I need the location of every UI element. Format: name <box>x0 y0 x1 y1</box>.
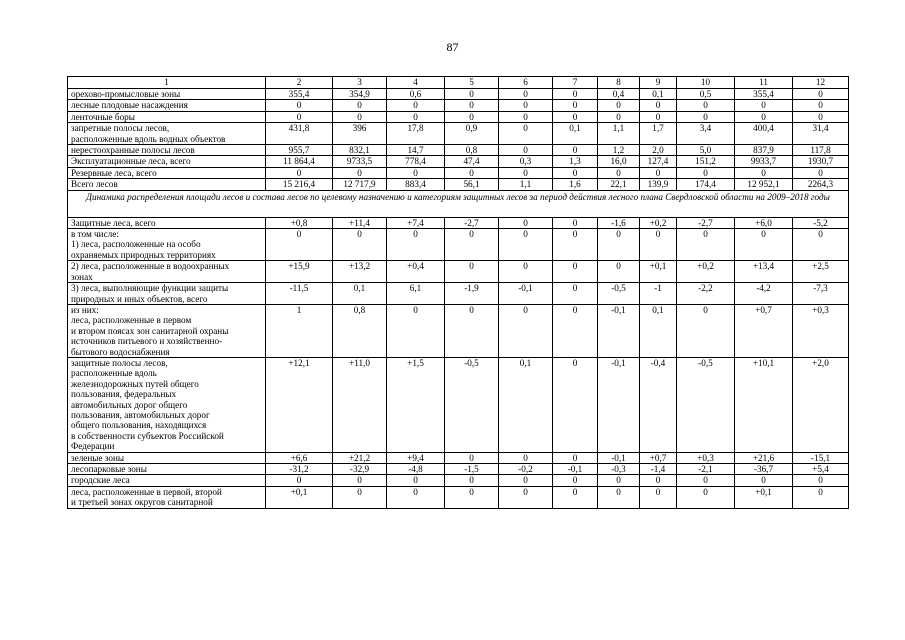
value-cell: 1930,7 <box>793 156 849 167</box>
value-cell: 0,8 <box>333 304 387 357</box>
value-cell: 0 <box>445 475 499 486</box>
value-cell: -36,7 <box>735 464 793 475</box>
value-cell: 12 952,1 <box>735 179 793 190</box>
value-cell: 0 <box>499 100 553 111</box>
value-cell: 355,4 <box>266 89 333 100</box>
column-number-cell: 12 <box>793 77 849 89</box>
value-cell: -7,3 <box>793 283 849 305</box>
value-cell: 0 <box>640 100 677 111</box>
value-cell: 0,1 <box>640 89 677 100</box>
value-cell: 0 <box>445 111 499 122</box>
value-cell: 0 <box>333 111 387 122</box>
table-row <box>68 145 849 156</box>
value-cell: 400,4 <box>735 123 793 145</box>
value-cell: 0 <box>793 475 849 486</box>
table-row <box>68 229 849 261</box>
value-cell: +2,0 <box>793 357 849 452</box>
value-cell: 396 <box>333 123 387 145</box>
value-cell: 354,9 <box>333 89 387 100</box>
value-cell: 431,8 <box>266 123 333 145</box>
value-cell: 0 <box>553 229 598 261</box>
value-cell: +13,2 <box>333 261 387 283</box>
table-row <box>68 475 849 486</box>
row-label: из них: леса, расположенные в первом и втором поясах зон санитарной охраны источников питьевого и хозяйственно- бытового водоснабжения <box>68 304 266 357</box>
value-cell: 0 <box>266 475 333 486</box>
value-cell: -32,9 <box>333 464 387 475</box>
value-cell: +21,2 <box>333 452 387 463</box>
value-cell: 0 <box>553 261 598 283</box>
value-cell: 0 <box>598 261 640 283</box>
value-cell: 0 <box>640 229 677 261</box>
value-cell: 0 <box>553 486 598 508</box>
value-cell: 22,1 <box>598 179 640 190</box>
value-cell: 0 <box>387 167 445 178</box>
value-cell: -11,5 <box>266 283 333 305</box>
value-cell: 0 <box>499 111 553 122</box>
value-cell: 0 <box>598 167 640 178</box>
value-cell: 151,2 <box>677 156 735 167</box>
value-cell: 1,1 <box>499 179 553 190</box>
value-cell: 0 <box>793 100 849 111</box>
value-cell: 0 <box>499 89 553 100</box>
section-title-row <box>68 190 849 217</box>
value-cell: 0 <box>553 167 598 178</box>
value-cell: +5,4 <box>793 464 849 475</box>
table-row <box>68 179 849 190</box>
value-cell: 883,4 <box>387 179 445 190</box>
value-cell: 0 <box>445 304 499 357</box>
value-cell: -0,1 <box>598 357 640 452</box>
value-cell: 0 <box>499 261 553 283</box>
table-header-row <box>68 77 849 89</box>
row-label: нерестоохранные полосы лесов <box>68 145 266 156</box>
value-cell: -0,1 <box>598 304 640 357</box>
value-cell: 0 <box>499 167 553 178</box>
value-cell: -4,2 <box>735 283 793 305</box>
value-cell: -1,9 <box>445 283 499 305</box>
value-cell: 0 <box>640 167 677 178</box>
value-cell: 12 717,9 <box>333 179 387 190</box>
row-label: защитные полосы лесов, расположенные вдоль железнодорожных путей общего пользования, федеральных автомобильных дорог общего пользования, автомобильных дорог общего пользования, находящихся в собственности субъектов Российской Федерации <box>68 357 266 452</box>
column-number-cell: 4 <box>387 77 445 89</box>
table-row <box>68 261 849 283</box>
value-cell: -0,1 <box>598 452 640 463</box>
row-label: городские леса <box>68 475 266 486</box>
value-cell: 0,3 <box>499 156 553 167</box>
value-cell: 0 <box>553 217 598 228</box>
value-cell: 0 <box>553 452 598 463</box>
value-cell: 0,4 <box>598 89 640 100</box>
row-label: Всего лесов <box>68 179 266 190</box>
value-cell: 0 <box>793 486 849 508</box>
value-cell: 0 <box>677 229 735 261</box>
value-cell: +0,4 <box>387 261 445 283</box>
value-cell: +0,2 <box>677 261 735 283</box>
value-cell: +7,4 <box>387 217 445 228</box>
value-cell: -15,1 <box>793 452 849 463</box>
column-number-cell: 2 <box>266 77 333 89</box>
row-label: 3) леса, выполняющие функции защиты природных и иных объектов, всего <box>68 283 266 305</box>
value-cell: 0 <box>445 167 499 178</box>
row-label: Защитные леса, всего <box>68 217 266 228</box>
value-cell: +0,8 <box>266 217 333 228</box>
value-cell: 5,0 <box>677 145 735 156</box>
value-cell: 0 <box>553 283 598 305</box>
value-cell: 0 <box>553 475 598 486</box>
value-cell: +0,1 <box>640 261 677 283</box>
value-cell: 955,7 <box>266 145 333 156</box>
table-row <box>68 357 849 452</box>
value-cell: 0 <box>640 475 677 486</box>
value-cell: 0 <box>735 229 793 261</box>
value-cell: 0 <box>553 100 598 111</box>
value-cell: 0 <box>387 111 445 122</box>
value-cell: 0 <box>333 475 387 486</box>
value-cell: -0,4 <box>640 357 677 452</box>
value-cell: 0,1 <box>499 357 553 452</box>
value-cell: 0 <box>445 229 499 261</box>
value-cell: -1,6 <box>598 217 640 228</box>
value-cell: +12,1 <box>266 357 333 452</box>
value-cell: 0 <box>677 100 735 111</box>
value-cell: 0 <box>445 89 499 100</box>
value-cell: 31,4 <box>793 123 849 145</box>
value-cell: 117,8 <box>793 145 849 156</box>
value-cell: 0 <box>333 167 387 178</box>
value-cell: 56,1 <box>445 179 499 190</box>
table-row <box>68 156 849 167</box>
value-cell: 0 <box>333 100 387 111</box>
value-cell: 16,0 <box>598 156 640 167</box>
row-label: орехово-промысловые зоны <box>68 89 266 100</box>
value-cell: 0 <box>677 475 735 486</box>
table-row <box>68 111 849 122</box>
value-cell: -1,5 <box>445 464 499 475</box>
row-label: Эксплуатационные леса, всего <box>68 156 266 167</box>
value-cell: +1,5 <box>387 357 445 452</box>
value-cell: 0 <box>499 475 553 486</box>
column-number-cell: 11 <box>735 77 793 89</box>
value-cell: -31,2 <box>266 464 333 475</box>
value-cell: 15 216,4 <box>266 179 333 190</box>
table-row <box>68 464 849 475</box>
value-cell: 0 <box>735 167 793 178</box>
value-cell: +0,3 <box>793 304 849 357</box>
value-cell: -5,2 <box>793 217 849 228</box>
section-title: Динамика распределения площади лесов и состава лесов по целевому назначению и категориям защитных лесов за период действия лесного плана Свердловской области на 2009–2018 годы <box>68 190 849 217</box>
value-cell: 0,1 <box>640 304 677 357</box>
value-cell: -1 <box>640 283 677 305</box>
row-label: леса, расположенные в первой, второй и третьей зонах округов санитарной <box>68 486 266 508</box>
value-cell: 0 <box>793 167 849 178</box>
column-number-cell: 5 <box>445 77 499 89</box>
row-label: 2) леса, расположенные в водоохранных зонах <box>68 261 266 283</box>
value-cell: 0,6 <box>387 89 445 100</box>
value-cell: 0 <box>387 100 445 111</box>
row-label: ленточные боры <box>68 111 266 122</box>
value-cell: 0 <box>499 452 553 463</box>
value-cell: 3,4 <box>677 123 735 145</box>
value-cell: 139,9 <box>640 179 677 190</box>
value-cell: +0,2 <box>640 217 677 228</box>
forest-area-table <box>67 76 849 509</box>
value-cell: -0,5 <box>677 357 735 452</box>
value-cell: +6,6 <box>266 452 333 463</box>
table-row <box>68 452 849 463</box>
value-cell: 0 <box>266 111 333 122</box>
value-cell: 0 <box>735 475 793 486</box>
value-cell: 0,9 <box>445 123 499 145</box>
column-number-cell: 7 <box>553 77 598 89</box>
value-cell: 1 <box>266 304 333 357</box>
value-cell: 0 <box>387 304 445 357</box>
value-cell: -2,1 <box>677 464 735 475</box>
value-cell: +9,4 <box>387 452 445 463</box>
value-cell: -4,8 <box>387 464 445 475</box>
value-cell: +0,1 <box>266 486 333 508</box>
value-cell: 0,8 <box>445 145 499 156</box>
value-cell: -0,1 <box>499 283 553 305</box>
value-cell: 0 <box>333 486 387 508</box>
value-cell: 11 864,4 <box>266 156 333 167</box>
column-number-cell: 8 <box>598 77 640 89</box>
value-cell: 0 <box>553 145 598 156</box>
column-number-cell: 10 <box>677 77 735 89</box>
value-cell: 1,6 <box>553 179 598 190</box>
value-cell: 0 <box>553 89 598 100</box>
value-cell: +13,4 <box>735 261 793 283</box>
value-cell: 1,7 <box>640 123 677 145</box>
value-cell: 0 <box>735 111 793 122</box>
value-cell: 0 <box>387 475 445 486</box>
page-number: 87 <box>446 40 459 54</box>
value-cell: -2,7 <box>445 217 499 228</box>
value-cell: 0 <box>735 100 793 111</box>
column-number-cell: 6 <box>499 77 553 89</box>
value-cell: 837,9 <box>735 145 793 156</box>
value-cell: 6,1 <box>387 283 445 305</box>
value-cell: 0 <box>333 229 387 261</box>
value-cell: +21,6 <box>735 452 793 463</box>
column-number-cell: 1 <box>68 77 266 89</box>
value-cell: +15,9 <box>266 261 333 283</box>
table-row <box>68 89 849 100</box>
value-cell: 1,2 <box>598 145 640 156</box>
table-row <box>68 123 849 145</box>
value-cell: +11,4 <box>333 217 387 228</box>
table-row <box>68 100 849 111</box>
value-cell: 0 <box>445 100 499 111</box>
column-number-cell: 9 <box>640 77 677 89</box>
value-cell: 2,0 <box>640 145 677 156</box>
value-cell: -0,3 <box>598 464 640 475</box>
table-row <box>68 217 849 228</box>
value-cell: +2,5 <box>793 261 849 283</box>
row-label: зеленые зоны <box>68 452 266 463</box>
table-row <box>68 167 849 178</box>
value-cell: 127,4 <box>640 156 677 167</box>
value-cell: 0 <box>445 261 499 283</box>
value-cell: 0 <box>677 111 735 122</box>
value-cell: 0 <box>793 111 849 122</box>
value-cell: +11,0 <box>333 357 387 452</box>
value-cell: +0,7 <box>640 452 677 463</box>
value-cell: -2,2 <box>677 283 735 305</box>
value-cell: 0 <box>553 304 598 357</box>
row-label: Резервные леса, всего <box>68 167 266 178</box>
value-cell: 355,4 <box>735 89 793 100</box>
value-cell: 0 <box>553 357 598 452</box>
value-cell: 9933,7 <box>735 156 793 167</box>
value-cell: 0 <box>387 229 445 261</box>
value-cell: 0 <box>499 145 553 156</box>
value-cell: 778,4 <box>387 156 445 167</box>
value-cell: 0 <box>793 229 849 261</box>
value-cell: 0 <box>445 486 499 508</box>
value-cell: 0 <box>387 486 445 508</box>
value-cell: +10,1 <box>735 357 793 452</box>
value-cell: 0 <box>793 89 849 100</box>
value-cell: 0,1 <box>333 283 387 305</box>
value-cell: 0 <box>598 475 640 486</box>
value-cell: +6,0 <box>735 217 793 228</box>
value-cell: 14,7 <box>387 145 445 156</box>
value-cell: 0 <box>553 111 598 122</box>
value-cell: 0 <box>266 167 333 178</box>
value-cell: -0,2 <box>499 464 553 475</box>
row-label: лесопарковые зоны <box>68 464 266 475</box>
value-cell: -0,5 <box>598 283 640 305</box>
column-number-cell: 3 <box>333 77 387 89</box>
value-cell: 17,8 <box>387 123 445 145</box>
table-row <box>68 304 849 357</box>
value-cell: +0,3 <box>677 452 735 463</box>
value-cell: 0 <box>499 217 553 228</box>
value-cell: 1,3 <box>553 156 598 167</box>
value-cell: 0 <box>677 486 735 508</box>
value-cell: 0,5 <box>677 89 735 100</box>
value-cell: 0 <box>598 100 640 111</box>
value-cell: 0 <box>499 123 553 145</box>
value-cell: 0 <box>266 229 333 261</box>
value-cell: 0,1 <box>553 123 598 145</box>
value-cell: 0 <box>266 100 333 111</box>
value-cell: -1,4 <box>640 464 677 475</box>
value-cell: +0,1 <box>735 486 793 508</box>
value-cell: 174,4 <box>677 179 735 190</box>
row-label: лесные плодовые насаждения <box>68 100 266 111</box>
value-cell: +0,7 <box>735 304 793 357</box>
value-cell: 47,4 <box>445 156 499 167</box>
value-cell: 0 <box>598 229 640 261</box>
value-cell: 0 <box>677 304 735 357</box>
value-cell: 0 <box>640 111 677 122</box>
value-cell: -2,7 <box>677 217 735 228</box>
value-cell: 0 <box>499 486 553 508</box>
value-cell: 0 <box>598 111 640 122</box>
value-cell: -0,1 <box>553 464 598 475</box>
value-cell: 0 <box>598 486 640 508</box>
value-cell: 832,1 <box>333 145 387 156</box>
table-row <box>68 283 849 305</box>
table-row <box>68 486 849 508</box>
value-cell: 0 <box>445 452 499 463</box>
value-cell: 2264,3 <box>793 179 849 190</box>
value-cell: 0 <box>640 486 677 508</box>
row-label: в том числе: 1) леса, расположенные на особо охраняемых природных территориях <box>68 229 266 261</box>
value-cell: 0 <box>499 229 553 261</box>
value-cell: 9733,5 <box>333 156 387 167</box>
value-cell: 0 <box>499 304 553 357</box>
row-label: запретные полосы лесов, расположенные вдоль водных объектов <box>68 123 266 145</box>
value-cell: 1,1 <box>598 123 640 145</box>
value-cell: 0 <box>677 167 735 178</box>
value-cell: -0,5 <box>445 357 499 452</box>
